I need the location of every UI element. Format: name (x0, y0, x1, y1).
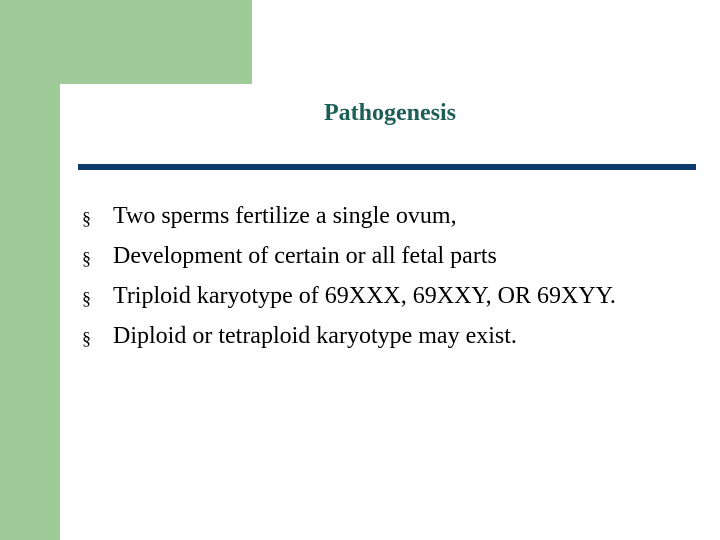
bullet-marker-icon: § (82, 288, 91, 308)
bullet-text: Development of certain or all fetal parts (113, 243, 497, 269)
bullet-item (80, 318, 640, 358)
bullet-item (80, 198, 640, 238)
title-divider (78, 164, 696, 170)
decorative-accent-bar-left (0, 0, 60, 540)
bullet-item (80, 278, 640, 318)
bullet-text: Diploid or tetraploid karyotype may exist. (113, 323, 517, 349)
bullet-item (80, 238, 640, 278)
slide-title: Pathogenesis (324, 100, 456, 126)
bullet-marker-icon: § (82, 248, 91, 268)
bullet-marker-icon: § (82, 328, 91, 348)
bullet-text: Triploid karyotype of 69XXX, 69XXY, OR 69XYY. (113, 283, 616, 309)
bullet-list (80, 198, 640, 358)
bullet-marker-icon: § (82, 208, 91, 228)
bullet-text: Two sperms fertilize a single ovum, (113, 203, 457, 229)
